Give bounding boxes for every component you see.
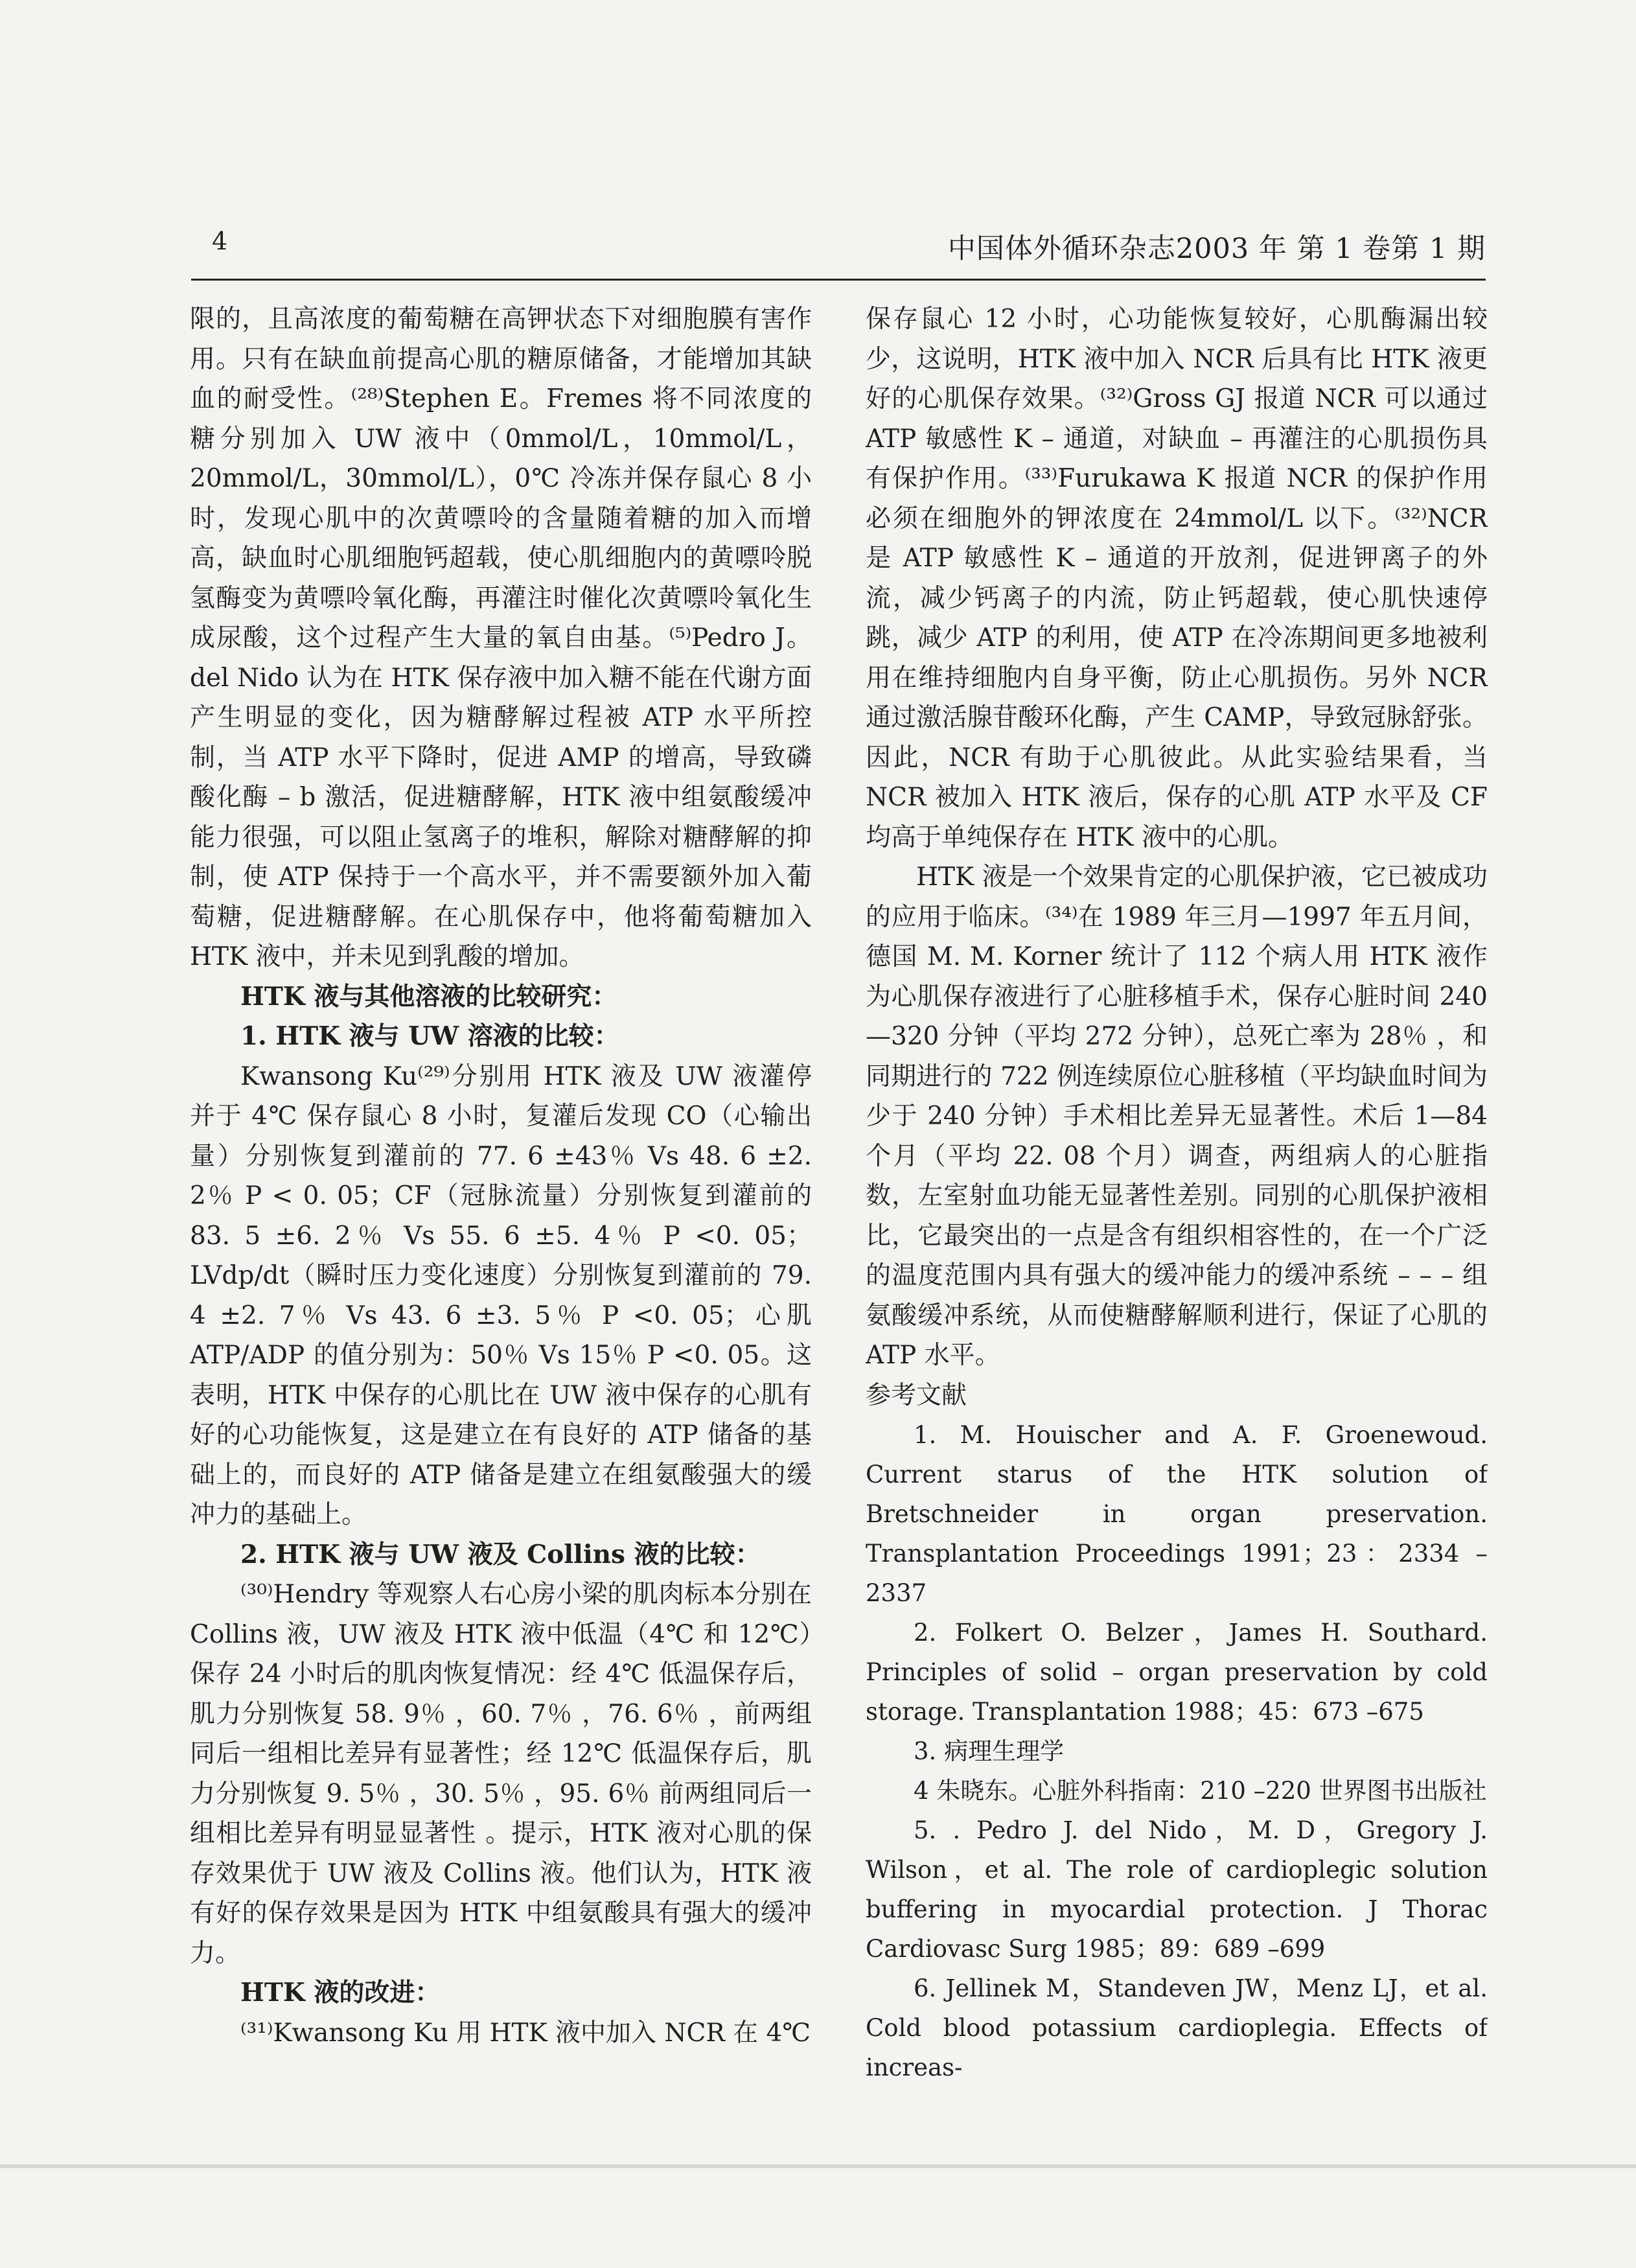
body-paragraph: HTK 液是一个效果肯定的心肌保护液，它已被成功的应用于临床。⁽³⁴⁾在 1989 年三月—1997 年五月间，德国 M. M. Korner 统计了 112 个病人用 HTK 液作为心肌保存液进行了心脏移植手术，保存心脏时间 240—320 分钟（平均 272 分钟），总死亡率为 28％ ，和同期进行的 722 例连续原位心脏移植（平均缺血时间为少于 240 分钟）手术相比差异无显著性。术后 1—84 个月（平均 22. 08 个月）调查，两组病人的心脏指数，左室射血功能无显著性差别。同别的心肌保护液相比，它最突出的一点是含有组织相容性的，在一个广泛的温度范围内具有强大的缓冲能力的缓冲系统 – – – 组氨酸缓冲系统，从而使糖酵解顺利进行，保证了心肌的 ATP 水平。 <box>866 862 1488 1370</box>
reference-item: 4 朱晓东。心脏外科指南：210 –220 世界图书出版社 <box>914 1777 1487 1805</box>
reference-item: 5. . Pedro J. del Nido，M. D，Gregory J. Wilson，et al. The role of cardioplegic solution buffering in myocardial protection. J Thorac Cardiovasc Surg 1985；89：689 –699 <box>866 1816 1488 1963</box>
section-heading: HTK 液与其他溶液的比较研究： <box>240 981 617 1012</box>
page-number: 4 <box>212 227 228 255</box>
subsection-heading: 2. HTK 液与 UW 液及 Collins 液的比较： <box>240 1539 761 1569</box>
reference-item: 3. 病理生理学 <box>914 1737 1065 1765</box>
body-paragraph: ⁽³⁰⁾Hendry 等观察人右心房小梁的肌肉标本分别在 Collins 液，UW 液及 HTK 液中低温（4℃ 和 12℃）保存 24 小时后的肌肉恢复情况：经 4℃ 低温保存后，肌力分别恢复 58. 9％ ，60. 7％ ，76. 6％ ，前两组同后一组相比差异有显著性；经 12℃ 低温保存后，肌力分别恢复 9. 5％ ，30. 5％ ，95. 6％ 前两组同后一组相比差异有明显显著性 。提示，HTK 液对心肌的保存效果优于 UW 液及 Collins 液。他们认为，HTK 液有好的保存效果是因为 HTK 中组氨酸具有强大的缓冲力。 <box>190 1580 812 1968</box>
body-paragraph: 限的，且高浓度的葡萄糖在高钾状态下对细胞膜有害作用。只有在缺血前提高心肌的糖原储备，才能增加其缺血的耐受性。⁽²⁸⁾Stephen E。Fremes 将不同浓度的糖分别加入 UW 液中（0mmol/L，10mmol/L，20mmol/L，30mmol/L），0℃ 冷冻并保存鼠心 8 小时，发现心肌中的次黄嘌呤的含量随着糖的加入而增高，缺血时心肌细胞钙超载，使心肌细胞内的黄嘌呤脱氢酶变为黄嘌呤氧化酶，再灌注时催化次黄嘌呤氧化生成尿酸，这个过程产生大量的氧自由基。⁽⁵⁾Pedro J。del Nido 认为在 HTK 保存液中加入糖不能在代谢方面产生明显的变化，因为糖酵解过程被 ATP 水平所控制，当 ATP 水平下降时，促进 AMP 的增高，导致磷酸化酶 – b 激活，促进糖酵解，HTK 液中组氨酸缓冲能力很强，可以阻止氢离子的堆积，解除对糖酵解的抑制，使 ATP 保持于一个高水平，并不需要额外加入葡萄糖，促进糖酵解。在心肌保存中，他将葡萄糖加入 HTK 液中，并未见到乳酸的增加。 <box>190 305 812 971</box>
reference-item: 2. Folkert O. Belzer，James H. Southard. Principles of solid – organ preservation by cold storage. Transplantation 1988；45：673 –675 <box>866 1619 1488 1726</box>
body-paragraph: ⁽³¹⁾Kwansong Ku 用 HTK 液中加入 NCR 在 4℃ <box>240 2018 811 2048</box>
references-title: 参考文献 <box>866 1380 967 1410</box>
body-paragraph: Kwansong Ku⁽²⁹⁾分别用 HTK 液及 UW 液灌停并于 4℃ 保存鼠心 8 小时，复灌后发现 CO（心输出量）分别恢复到灌前的 77. 6 ±43％ Vs 48. 6 ±2. 2％ P < 0. 05；CF（冠脉流量）分别恢复到灌前的 83. 5 ±6. 2％ Vs 55. 6 ±5. 4％ P <0. 05；LVdp/dt（瞬时压力变化速度）分别恢复到灌前的 79. 4 ±2. 7％ Vs 43. 6 ±3. 5％ P <0. 05；心肌 ATP/ADP 的值分别为：50％ Vs 15％ P <0. 05。这表明，HTK 中保存的心肌比在 UW 液中保存的心肌有好的心功能恢复，这是建立在有良好的 ATP 储备的基础上的，而良好的 ATP 储备是建立在组氨酸强大的缓冲力的基础上。 <box>190 1061 812 1529</box>
left-column <box>190 299 812 2237</box>
reference-item: 1. M. Houischer and A. F. Groenewoud. Current starus of the HTK solution of Bretschneider in organ preservation. Transplantation Proceedings 1991；23：2334 –2337 <box>866 1421 1488 1607</box>
section-heading: HTK 液的改进： <box>240 1978 441 2008</box>
body-paragraph: 保存鼠心 12 小时，心功能恢复较好，心肌酶漏出较少，这说明，HTK 液中加入 NCR 后具有比 HTK 液更好的心肌保存效果。⁽³²⁾Gross GJ 报道 NCR 可以通过 ATP 敏感性 K – 通道，对缺血 – 再灌注的心肌损伤具有保护作用。⁽³³⁾Furukawa K 报道 NCR 的保护作用必须在细胞外的钾浓度在 24mmol/L 以下。⁽³²⁾NCR 是 ATP 敏感性 K – 通道的开放剂，促进钾离子的外流，减少钙离子的内流，防止钙超载，使心肌快速停跳，减少 ATP 的利用，使 ATP 在冷冻期间更多地被利用在维持细胞内自身平衡，防止心肌损伤。另外 NCR 通过激活腺苷酸环化酶，产生 CAMP，导致冠脉舒张。因此，NCR 有助于心肌彼此。从此实验结果看，当 NCR 被加入 HTK 液后，保存的心肌 ATP 水平及 CF 均高于单纯保存在 HTK 液中的心肌。 <box>866 305 1488 852</box>
scan-edge <box>0 2164 1636 2168</box>
running-head: 中国体外循环杂志2003 年 第 1 卷第 1 期 <box>947 233 1486 265</box>
header-rule <box>191 279 1486 281</box>
right-column <box>866 299 1488 2237</box>
reference-item: 6. Jellinek M，Standeven JW，Menz LJ，et al. Cold blood potassium cardioplegia. Effects of increas- <box>866 1974 1488 2081</box>
subsection-heading: 1. HTK 液与 UW 溶液的比较： <box>240 1021 619 1051</box>
